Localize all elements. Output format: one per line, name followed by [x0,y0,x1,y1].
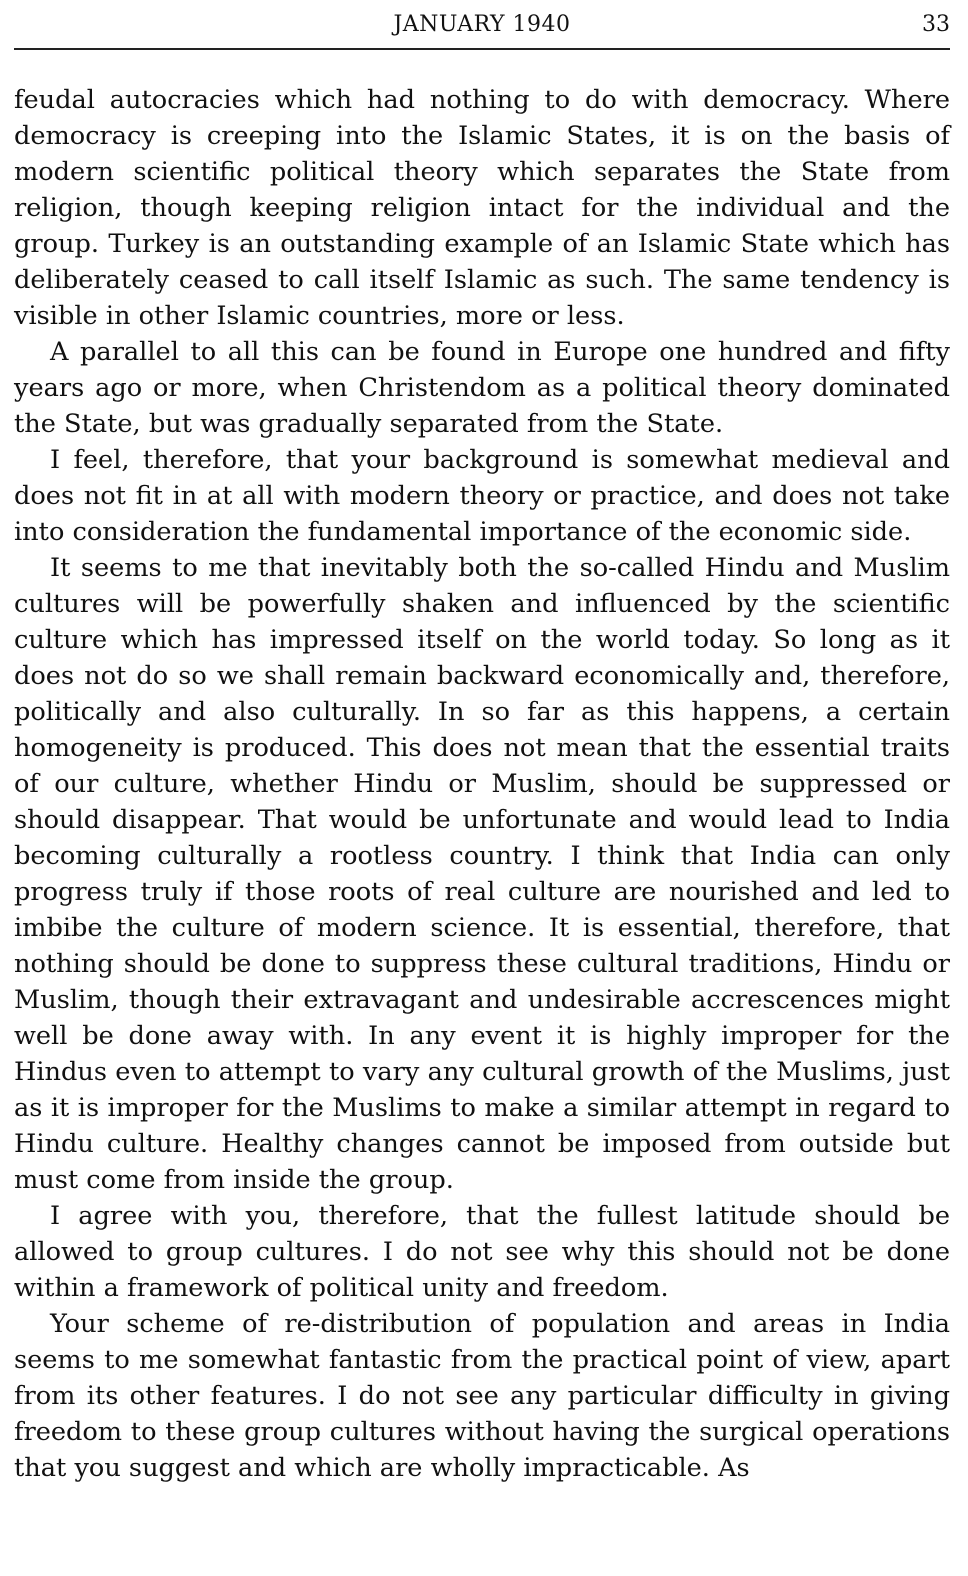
running-head: JANUARY 1940 [393,12,571,37]
page-number: 33 [922,12,950,37]
body-text [14,82,950,1486]
paragraph-redistribution-scheme: Your scheme of re-distribution of population and areas in India seems to me somewhat fantastic from the practical point of view, apart from its other features. I do not see any particular difficulty in giving freedom to these group cultures without having the surgical operations that you suggest and which are wholly impracticable. As [14,1309,950,1483]
paragraph-group-cultures: I agree with you, therefore, that the fullest latitude should be allowed to group cultures. I do not see why this should not be done within a framework of political unity and freedom. [14,1201,950,1303]
paragraph-medieval-background: I feel, therefore, that your background is somewhat medieval and does not fit in at all with modern theory or practice, and does not take into consideration the fundamental importance of the economic side. [14,445,950,547]
paragraph-europe-parallel: A parallel to all this can be found in Europe one hundred and fifty years ago or more, when Christendom as a political theory dominated the State, but was gradually separated from the State. [14,337,950,439]
paragraph-scientific-culture: It seems to me that inevitably both the so-called Hindu and Muslim cultures will be powerfully shaken and influenced by the scientific culture which has impressed itself on the world today. So long as it does not do so we shall remain backward economically and, therefore, politically and also culturally. In so far as this happens, a certain homogeneity is produced. This does not mean that the essential traits of our culture, whether Hindu or Muslim, should be suppressed or should disappear. That would be unfortunate and would lead to India becoming culturally a rootless country. I think that India can only progress truly if those roots of real culture are nourished and led to imbibe the culture of modern science. It is essential, therefore, that nothing should be done to suppress these cultural traditions, Hindu or Muslim, though their extravagant and undesirable accrescences might well be done away with. In any event it is highly improper for the Hindus even to attempt to vary any cultural growth of the Muslims, just as it is improper for the Muslims to make a similar attempt in regard to Hindu culture. Healthy changes cannot be imposed from outside but must come from inside the group. [14,553,950,1195]
paragraph-continuation: feudal autocracies which had nothing to do with democracy. Where democracy is creeping into the Islamic States, it is on the basis of modern scientific political theory which separates the State from religion, though keeping religion intact for the individual and the group. Turkey is an outstanding example of an Islamic State which has deliberately ceased to call itself Islamic as such. The same tendency is visible in other Islamic countries, more or less. [14,85,950,331]
page-header [14,8,950,50]
